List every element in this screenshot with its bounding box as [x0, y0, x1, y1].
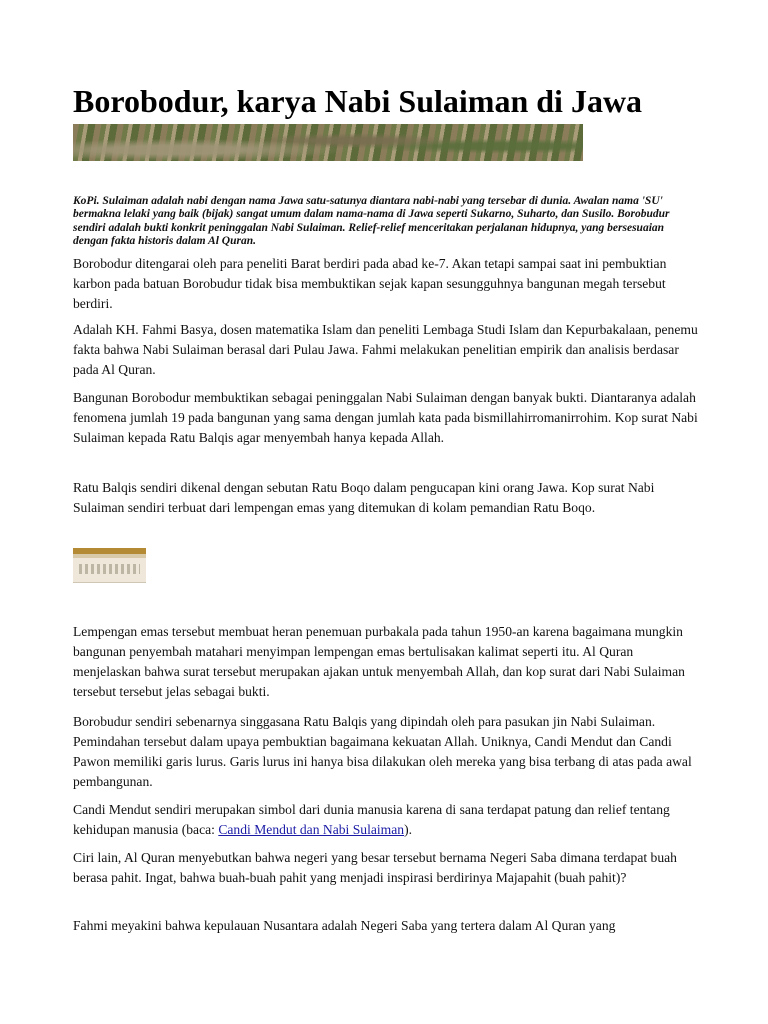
- candi-mendut-link[interactable]: Candi Mendut dan Nabi Sulaiman: [218, 822, 405, 837]
- mendut-text-after: ).: [404, 822, 413, 837]
- paragraph-2: Adalah KH. Fahmi Basya, dosen matematika Islam dan peneliti Lembaga Studi Islam dan Kepurbakalaan, penemu fakta bahwa Nabi Sulaiman berasal dari Pulau Jawa. Fahmi melakukan penelitian empirik dan analisis berdasar pada Al Quran.: [73, 322, 698, 377]
- paragraph-4: Ratu Balqis sendiri dikenal dengan sebutan Ratu Boqo dalam pengucapan kini orang Jawa. Kop surat Nabi Sulaiman sendiri terbuat dari lempengan emas yang ditemukan di kolam pemandian Ratu Boqo.: [73, 480, 655, 515]
- paragraph-9: Fahmi meyakini bahwa kepulauan Nusantara adalah Negeri Saba yang tertera dalam Al Quran yang: [73, 918, 616, 933]
- paragraph-3: Bangunan Borobodur membuktikan sebagai peninggalan Nabi Sulaiman dengan banyak bukti. Diantaranya adalah fenomena jumlah 19 pada bangunan yang sama dengan jumlah kata pada bismillahirromanirrohim. Kop surat Nabi Sulaiman kepada Ratu Balqis agar menyembah hanya kepada Allah.: [73, 390, 698, 445]
- article-title: Borobodur, karya Nabi Sulaiman di Jawa: [73, 83, 643, 119]
- paragraph-5: Lempengan emas tersebut membuat heran penemuan purbakala pada tahun 1950-an karena bagaimana mungkin bangunan penyembah matahari menyimpan lempengan emas bertulisakan kalimat seperti itu. Al Quran menjelaskan bahwa surat tersebut merupakan ajakan untuk menyembah Allah, dan kop surat dari Nabi Sulaiman tersebut tersebut jelas sebagai bukti.: [73, 624, 685, 699]
- gold-plate-thumbnail: [73, 548, 146, 583]
- paragraph-1: Borobodur ditengarai oleh para peneliti Barat berdiri pada abad ke-7. Akan tetapi sampai saat ini pembuktian karbon pada batuan Borobudur tidak bisa membuktikan sejak kapan sesungguhnya bangunan megah tersebut berdiri.: [73, 256, 667, 311]
- mendut-text-before: Candi Mendut sendiri merupakan simbol dari dunia manusia karena di sana terdapat patung dan relief tentang kehidupan manusia (baca:: [73, 802, 670, 837]
- borobudur-banner-image: [73, 124, 583, 161]
- paragraph-6: Borobudur sendiri sebenarnya singgasana Ratu Balqis yang dipindah oleh para pasukan jin Nabi Sulaiman. Pemindahan tersebut dalam upaya pembuktian bagaimana kekuatan Allah. Uniknya, Candi Mendut dan Candi Pawon memiliki garis lurus. Garis lurus ini hanya bisa dilakukan oleh mereka yang bisa terbang di atas pada awal pembangunan.: [73, 714, 692, 789]
- paragraph-8: Ciri lain, Al Quran menyebutkan bahwa negeri yang besar tersebut bernama Negeri Saba dimana terdapat buah berasa pahit. Ingat, bahwa buah-buah pahit yang menjadi inspirasi berdirinya Majapahit (buah pahit)?: [73, 850, 677, 885]
- article-lead: KoPi. Sulaiman adalah nabi dengan nama Jawa satu-satunya diantara nabi-nabi yang tersebar di dunia. Awalan nama 'SU' bermakna lelaki yang baik (bijak) sangat umum dalam nama-nama di Jawa seperti Sukarno, Suharto, dan Susilo. Borobudur sendiri adalah bukti konkrit peninggalan Nabi Sulaiman. Relief-relief menceritakan perjalanan hidupnya, yang bersesuaian dengan fakta historis dalam Al Quran.: [73, 195, 670, 248]
- paragraph-mendut: [73, 800, 701, 840]
